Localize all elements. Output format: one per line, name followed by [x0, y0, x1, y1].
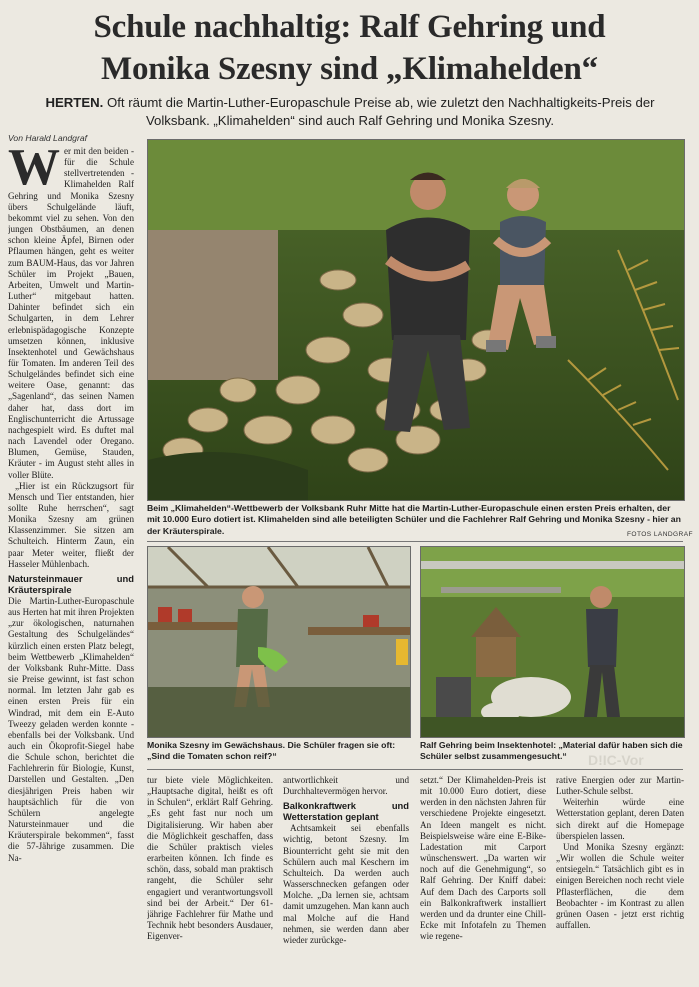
headline	[0, 6, 699, 90]
article-paragraph: setzt.“ Der Klimahelden-Preis ist mit 10.000 Euro dotiert, diese werden in den nächsten Jahren für verschiedene Projekte eingesetzt. An Ideen mangelt es nicht. Beispielsweise wäre eine E-Bike-Ladestation mit Carport wünschenswert. „Da warten wir noch auf die Genehmigung“, so Ralf Gehring. Der Kniff dabei: Auf dem Dach des Carports soll ein Balkonkraftwerk installiert werden und da drunter eine Chill-Ecke mit Infotafeln zu Themen wie regene-	[420, 775, 546, 942]
article-paragraph: Und Monika Szesny ergänzt: „Wir wollen die Schule weiter entsiegeln.“ Tatsächlich gibt es in einigen Bereichen noch recht viele Pflasterflächen, die dem Beobachter - im Kontrast zu allen grünen Oasen - jetzt erst richtig auffallen.	[556, 841, 684, 931]
greenhouse-photo-caption: Monika Szesny im Gewächshaus. Die Schüler fragen sie oft: „Sind die Tomaten schon reif?“	[147, 740, 396, 762]
article-paragraph: Die Martin-Luther-Europaschule aus Herten hat mit ihren Projekten „zur ökologischen, naturnahen Gestaltung des Schulgeländes“ kürzlich einen ersten Platz belegt, beim Wettbewerb „Klimahelden“ der Volksbank Ruhr-Mitte. Dass sie Preise gewinnt, ist fast schon normal. Im letzten Jahr gab es einen ersten Preis für ein Windrad, mit dem ein E-Auto Tweezy geladen werden konnte - ebenfalls bei der Volksbank. Und auch ein Ökoprofit-Siegel habe die Schule schon, berichtet die Fachlehrerin für Biologie, Kunst, Darstellen und Gestalten. „Den diesjährigen Preis haben wir hauptsächlich für die von Schülern angelegte Natursteinmauer und die Kräuterspirale bekommen“, fasst die 57-Jährige zusammen. Die Na-	[8, 595, 134, 863]
headline-line-1: Schule nachhaltig: Ralf Gehring und	[93, 9, 606, 45]
garden-photo-illustration	[148, 140, 684, 500]
headline-line-2: Monika Szesny sind „Klimahelden“	[101, 51, 598, 87]
insect-hotel-photo-caption: Ralf Gehring beim Insektenhotel: „Material dafür haben sich die Schüler selbst zusammengesucht.“	[420, 740, 683, 762]
article-paragraph: tur biete viele Möglichkeiten. „Hauptsache digital, heißt es oft in Schulen“, erklärt Ralf Gehring. „Es geht fast nur noch um Digitalisierung. Wir haben aber die Möglichkeit geschaffen, dass die Schüler praktisch vieles erarbeiten können. Ich finde es schön, dass, sobald man praktisch rangeht, die Schüler sehr engagiert und verantwortungsvoll sind bei der Arbeit.“ Der 61-jährige Fachlehrer für Mathe und Technik hebt besonders Ausdauer, Eigenver-	[147, 775, 273, 942]
photo-gewaechshaus	[147, 546, 411, 738]
drop-cap: W	[8, 146, 60, 196]
article-paragraph: „Hier ist ein Rückzugsort für Mensch und Tier entstanden, hier sollte Ruhe herrschen“, sagt Monika Szesny am grünen Klassenzimmer. Sie sitzen am Schulteich. Hinterm Zaun, ein paar Meter weiter, fließt der Hasseler Mühlenbach.	[8, 480, 134, 569]
article-paragraph: antwortlichkeit und Durchhaltevermögen hervor.	[283, 775, 409, 797]
photo-credit: FOTOS LANDGRAF	[627, 531, 693, 538]
article-paragraph: Achtsamkeit sei ebenfalls wichtig, betont Szesny. Im Biounterricht geht sie mit den Schülern auch mal Keschern im Schulteich. Da werden auch Wasserschnecken gefangen oder Molche. „Da lernen sie, achtsam damit umzugehen. Man kann auch mal Molche auf die Hand nehmen, sie werden dann aber wieder zurückge-	[283, 823, 409, 945]
article-paragraph: rative Energien oder zur Martin-Luther-Schule selbst.	[556, 775, 684, 797]
byline: Von Harald Landgraf	[8, 133, 87, 143]
main-photo-caption: Beim „Klimahelden“-Wettbewerb der Volksbank Ruhr Mitte hat die Martin-Luther-Europaschule einen ersten Preis erhalten, der mit 10.000 Euro dotiert ist. Klimahelden sind alle beteiligten Schüler und die Fachlehrer Ralf Gehring und Monika Szesny - hier an der Kräuterspirale.	[147, 503, 681, 536]
article-column-1	[8, 146, 134, 978]
article-paragraph: Weiterhin würde eine Wetterstation geplant, deren Daten sich direkt auf die Homepage überspielen lassen.	[556, 797, 684, 841]
lead-text: Oft räumt die Martin-Luther-Europaschule Preise ab, wie zuletzt den Nachhaltigkeits-Preis der Volksbank. „Klimahelden“ sind auch Ralf Gehring und Monika Szesny.	[103, 95, 655, 128]
adjacent-page-edge-text: D!IC-Vor	[588, 752, 644, 768]
lead-paragraph	[20, 94, 680, 130]
article-column-3	[283, 775, 409, 980]
lead-place: HERTEN.	[45, 95, 104, 110]
article-column-4	[420, 775, 546, 980]
article-column-5	[556, 775, 684, 980]
lower-caption-divider	[147, 769, 683, 770]
article-paragraph-text: er mit den beiden - für die Schule stellvertretenden - Klimahelden Ralf Gehring und Monika Szesny übers Schulgelände läuft, bekommt viel zu sehen. Von den jungen Obstbäumen, an denen schon kleine Äpfel, Birnen oder Pflaumen hängen, geht es weiter zum BAUM-Haus, das vor Jahren Schüler im Projekt „Bauen, Arbeiten, Umwelt und Martin-Luther“ mitgebaut hatten. Dahinter befindet sich ein Schulgarten, in dem Lehrer erlebnispädagogische Konzepte umsetzen können, inklusive Insektenhotel und Gewächshaus für Tomaten. Im anderen Teil des Schulgeländes befindet sich eine weitere Oase, genannt: das „Sagenland“, das seinen Namen daher hat, dass dort im Englischunterricht die Artussage nachgespielt wird. Es duftet mal nach Lavendel oder Oregano. Blumen, Gemüse, Stauden, Kräuter - im August steht alles in voller Blüte.	[8, 146, 134, 480]
photo-insektenhotel	[420, 546, 685, 738]
greenhouse-photo-illustration	[148, 547, 410, 737]
article-paragraph	[8, 146, 134, 481]
subheading-natursteinmauer: Natursteinmauer und Kräuterspirale	[8, 572, 134, 595]
article-column-2	[147, 775, 273, 980]
photo-kraeuterspirale	[147, 139, 685, 501]
subheading-balkonkraftwerk: Balkonkraftwerk und Wetterstation geplant	[283, 800, 409, 823]
caption-divider	[147, 541, 683, 542]
insect-hotel-photo-illustration	[421, 547, 684, 737]
